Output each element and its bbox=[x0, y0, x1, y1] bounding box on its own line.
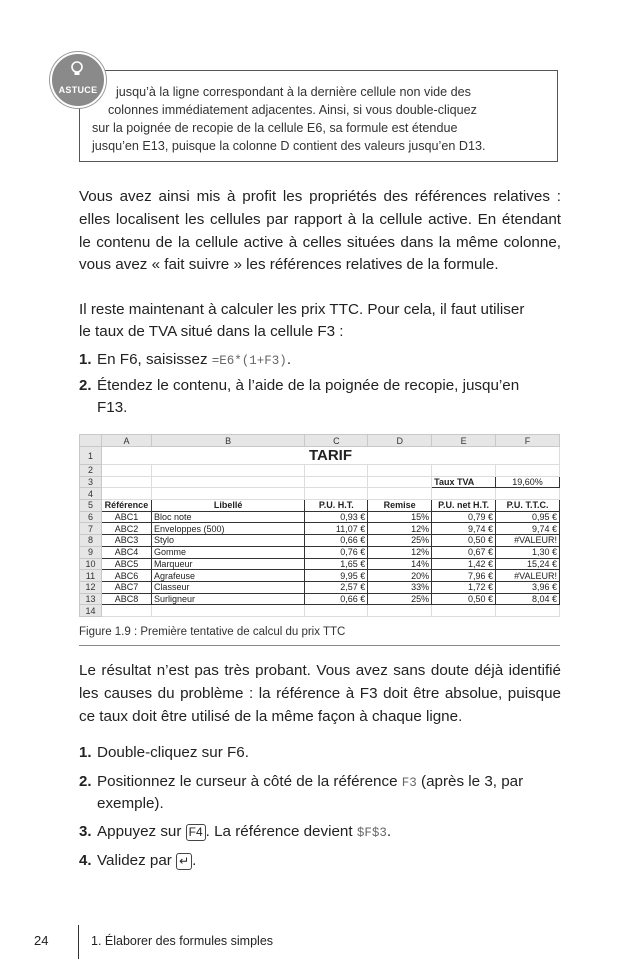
lightbulb-icon bbox=[50, 52, 106, 108]
header-pu-ht[interactable]: P.U. H.T. bbox=[305, 500, 368, 512]
col-header-d[interactable]: D bbox=[368, 435, 432, 447]
step-1-text bbox=[97, 351, 291, 368]
sheet-row-5-headers bbox=[80, 500, 560, 512]
cell[interactable] bbox=[151, 476, 305, 488]
cell-libelle[interactable]: Agrafeuse bbox=[151, 570, 305, 582]
footer-divider bbox=[78, 925, 79, 959]
enter-key-icon: ↵ bbox=[176, 853, 192, 870]
cell-reference[interactable]: ABC4 bbox=[101, 546, 151, 558]
step-b4-number: 4. bbox=[79, 852, 92, 869]
cell-remise[interactable]: 20% bbox=[368, 570, 432, 582]
sheet-row-3 bbox=[80, 476, 560, 488]
cell[interactable] bbox=[432, 465, 496, 477]
cell-pu-ttc[interactable]: 3,96 € bbox=[496, 581, 560, 593]
cell-reference[interactable]: ABC7 bbox=[101, 581, 151, 593]
cell-pu-ht[interactable]: 0,93 € bbox=[305, 511, 368, 523]
cell-pu-ttc[interactable]: 1,30 € bbox=[496, 546, 560, 558]
step-b4-post: . bbox=[192, 852, 197, 869]
step-b3-absolute-reference: $F$3 bbox=[356, 826, 387, 840]
step-b4-pre: Validez par bbox=[97, 852, 177, 869]
cell[interactable] bbox=[305, 488, 368, 500]
col-header-b[interactable]: B bbox=[151, 435, 305, 447]
f4-key-icon: F4 bbox=[186, 824, 206, 841]
spreadsheet-table bbox=[79, 434, 560, 617]
cell-pu-ttc[interactable]: 8,04 € bbox=[496, 593, 560, 605]
cell-remise[interactable]: 14% bbox=[368, 558, 432, 570]
col-header-e[interactable]: E bbox=[432, 435, 496, 447]
step-b2-number: 2. bbox=[79, 773, 92, 790]
step-b2-line-1 bbox=[97, 773, 523, 790]
sheet-row-4 bbox=[80, 488, 560, 500]
step-b3-number: 3. bbox=[79, 823, 92, 840]
cell[interactable] bbox=[432, 605, 496, 617]
table-row bbox=[80, 535, 560, 547]
cell-pu-net-ht[interactable]: 1,72 € bbox=[432, 581, 496, 593]
cell-pu-net-ht[interactable]: 7,96 € bbox=[432, 570, 496, 582]
header-pu-net-ht[interactable]: P.U. net H.T. bbox=[432, 500, 496, 512]
cell-libelle[interactable]: Stylo bbox=[151, 535, 305, 547]
tva-value-cell[interactable]: 19,60% bbox=[496, 476, 560, 488]
table-row bbox=[80, 570, 560, 582]
cell-pu-ht[interactable]: 0,66 € bbox=[305, 535, 368, 547]
tva-label-cell[interactable]: Taux TVA bbox=[432, 476, 496, 488]
cell-remise[interactable]: 12% bbox=[368, 546, 432, 558]
table-row bbox=[80, 523, 560, 535]
row-number[interactable]: 4 bbox=[80, 488, 102, 500]
cell[interactable] bbox=[151, 465, 305, 477]
cell-pu-ht[interactable]: 0,66 € bbox=[305, 593, 368, 605]
paragraph-prix-ttc-line-2: le taux de TVA situé dans la cellule F3 : bbox=[79, 323, 344, 340]
page-number: 24 bbox=[34, 933, 49, 948]
cell-pu-ttc[interactable]: 9,74 € bbox=[496, 523, 560, 535]
cell[interactable] bbox=[101, 476, 151, 488]
column-header-row bbox=[80, 435, 560, 447]
row-number[interactable]: 11 bbox=[80, 570, 102, 582]
step-1-post: . bbox=[286, 351, 292, 368]
step-b2-reference: F3 bbox=[401, 776, 417, 790]
cell-remise[interactable]: 12% bbox=[368, 523, 432, 535]
cell-pu-net-ht[interactable]: 9,74 € bbox=[432, 523, 496, 535]
row-number[interactable]: 3 bbox=[80, 476, 102, 488]
cell[interactable] bbox=[496, 465, 560, 477]
tip-icon-label: ASTUCE bbox=[58, 85, 98, 95]
sheet-row-2 bbox=[80, 465, 560, 477]
tip-line-2: colonnes immédiatement adjacentes. Ainsi, si vous double-cliquez bbox=[108, 103, 477, 117]
cell[interactable] bbox=[496, 605, 560, 617]
paragraph-resultat: Le résultat n’est pas très probant. Vous avez sans doute déjà identifié les causes du problème : la référence à F3 doit être absolue, puisque ce taux doit être utilisé de la même façon à chaque ligne. bbox=[79, 662, 561, 725]
cell[interactable] bbox=[151, 605, 305, 617]
spreadsheet-figure bbox=[79, 434, 560, 619]
cell-pu-ht[interactable]: 9,95 € bbox=[305, 570, 368, 582]
cell[interactable] bbox=[101, 465, 151, 477]
tip-line-3: sur la poignée de recopie de la cellule E6, sa formule est étendue bbox=[92, 121, 458, 135]
cell-pu-ht[interactable]: 0,76 € bbox=[305, 546, 368, 558]
cell[interactable] bbox=[368, 465, 432, 477]
cell-pu-ht[interactable]: 11,07 € bbox=[305, 523, 368, 535]
table-row bbox=[80, 558, 560, 570]
row-number[interactable]: 10 bbox=[80, 558, 102, 570]
cell-pu-net-ht[interactable]: 0,67 € bbox=[432, 546, 496, 558]
cell-pu-ttc[interactable]: 15,24 € bbox=[496, 558, 560, 570]
figure-caption: Figure 1.9 : Première tentative de calcul du prix TTC bbox=[79, 626, 346, 638]
cell[interactable] bbox=[305, 476, 368, 488]
table-row bbox=[80, 546, 560, 558]
step-b2-post: (après le 3, par bbox=[416, 773, 524, 790]
row-number[interactable]: 8 bbox=[80, 535, 102, 547]
cell[interactable] bbox=[368, 488, 432, 500]
cell-libelle[interactable]: Gomme bbox=[151, 546, 305, 558]
cell-remise[interactable]: 15% bbox=[368, 511, 432, 523]
step-2-line-2: F13. bbox=[97, 399, 128, 416]
tip-line-1: jusqu’à la ligne correspondant à la dernière cellule non vide des bbox=[116, 85, 471, 99]
cell-libelle[interactable]: Marqueur bbox=[151, 558, 305, 570]
sheet-row-1 bbox=[80, 447, 560, 465]
row-number[interactable]: 14 bbox=[80, 605, 102, 617]
cell[interactable] bbox=[496, 488, 560, 500]
cell-remise[interactable]: 25% bbox=[368, 593, 432, 605]
row-number[interactable]: 9 bbox=[80, 546, 102, 558]
tarif-title-cell[interactable]: TARIF bbox=[101, 447, 559, 465]
step-1-formula: =E6*(1+F3) bbox=[211, 354, 287, 368]
cell[interactable] bbox=[305, 465, 368, 477]
cell-pu-net-ht[interactable]: 0,50 € bbox=[432, 535, 496, 547]
cell-pu-ttc[interactable]: 0,95 € bbox=[496, 511, 560, 523]
col-header-f[interactable]: F bbox=[496, 435, 560, 447]
paragraph-references-relatives: Vous avez ainsi mis à profit les propriétés des références relatives : elles localisent les cellules par rapport à la cellule active. En étendant le contenu de la cellule active à celles situées dans la même colonne, vous avez « fait suivre » les références relatives de la formule. bbox=[79, 188, 561, 274]
cell-libelle[interactable]: Enveloppes (500) bbox=[151, 523, 305, 535]
sheet-corner[interactable] bbox=[80, 435, 102, 447]
row-number[interactable]: 2 bbox=[80, 465, 102, 477]
cell-reference[interactable]: ABC8 bbox=[101, 593, 151, 605]
col-header-a[interactable]: A bbox=[101, 435, 151, 447]
table-row bbox=[80, 593, 560, 605]
cell[interactable] bbox=[151, 488, 305, 500]
header-pu-ttc[interactable]: P.U. T.T.C. bbox=[496, 500, 560, 512]
step-1-pre: En F6, saisissez bbox=[97, 351, 212, 368]
row-number[interactable]: 1 bbox=[80, 447, 102, 465]
cell-remise[interactable]: 25% bbox=[368, 535, 432, 547]
step-b4-text bbox=[97, 852, 196, 870]
cell[interactable] bbox=[368, 605, 432, 617]
step-b2-pre: Positionnez le curseur à côté de la référence bbox=[97, 773, 402, 790]
table-row bbox=[80, 511, 560, 523]
cell-reference[interactable]: ABC3 bbox=[101, 535, 151, 547]
sheet-row-14 bbox=[80, 605, 560, 617]
header-remise[interactable]: Remise bbox=[368, 500, 432, 512]
tip-line-4: jusqu’en E13, puisque la colonne D contient des valeurs jusqu’en D13. bbox=[92, 139, 486, 153]
step-b3-text bbox=[97, 823, 391, 841]
cell-libelle[interactable]: Surligneur bbox=[151, 593, 305, 605]
cell-pu-ht[interactable]: 2,57 € bbox=[305, 581, 368, 593]
row-number[interactable]: 7 bbox=[80, 523, 102, 535]
cell[interactable] bbox=[101, 605, 151, 617]
cell-libelle[interactable]: Bloc note bbox=[151, 511, 305, 523]
cell-remise[interactable]: 33% bbox=[368, 581, 432, 593]
caption-divider bbox=[79, 645, 560, 646]
cell-libelle[interactable]: Classeur bbox=[151, 581, 305, 593]
cell-reference[interactable]: ABC2 bbox=[101, 523, 151, 535]
header-libelle[interactable]: Libellé bbox=[151, 500, 305, 512]
cell-reference[interactable]: ABC6 bbox=[101, 570, 151, 582]
cell-reference[interactable]: ABC5 bbox=[101, 558, 151, 570]
step-b3-post: . bbox=[386, 823, 392, 840]
cell-pu-net-ht[interactable]: 0,50 € bbox=[432, 593, 496, 605]
paragraph-prix-ttc-line-1: Il reste maintenant à calculer les prix TTC. Pour cela, il faut utiliser bbox=[79, 301, 525, 318]
step-b3-mid: . La référence devient bbox=[205, 823, 357, 840]
row-number[interactable]: 5 bbox=[80, 500, 102, 512]
bulb-glyph bbox=[70, 61, 84, 77]
cell-pu-net-ht[interactable]: 0,79 € bbox=[432, 511, 496, 523]
header-reference[interactable]: Référence bbox=[101, 500, 151, 512]
cell-pu-net-ht[interactable]: 1,42 € bbox=[432, 558, 496, 570]
step-2-number: 2. bbox=[79, 377, 92, 394]
cell[interactable] bbox=[101, 488, 151, 500]
chapter-title: 1. Élaborer des formules simples bbox=[91, 934, 274, 948]
cell-pu-ttc[interactable]: #VALEUR! bbox=[496, 570, 560, 582]
col-header-c[interactable]: C bbox=[305, 435, 368, 447]
step-b2-line-2: exemple). bbox=[97, 795, 164, 812]
row-number[interactable]: 12 bbox=[80, 581, 102, 593]
step-b1-text: Double-cliquez sur F6. bbox=[97, 744, 249, 761]
cell-pu-ht[interactable]: 1,65 € bbox=[305, 558, 368, 570]
cell[interactable] bbox=[305, 605, 368, 617]
table-row bbox=[80, 581, 560, 593]
cell-pu-ttc[interactable]: #VALEUR! bbox=[496, 535, 560, 547]
step-b3-pre: Appuyez sur bbox=[97, 823, 186, 840]
cell-reference[interactable]: ABC1 bbox=[101, 511, 151, 523]
step-b1-number: 1. bbox=[79, 744, 92, 761]
cell[interactable] bbox=[368, 476, 432, 488]
row-number[interactable]: 13 bbox=[80, 593, 102, 605]
step-1-number: 1. bbox=[79, 351, 92, 368]
step-2-line-1: Étendez le contenu, à l’aide de la poignée de recopie, jusqu’en bbox=[97, 377, 520, 394]
row-number[interactable]: 6 bbox=[80, 511, 102, 523]
cell[interactable] bbox=[432, 488, 496, 500]
